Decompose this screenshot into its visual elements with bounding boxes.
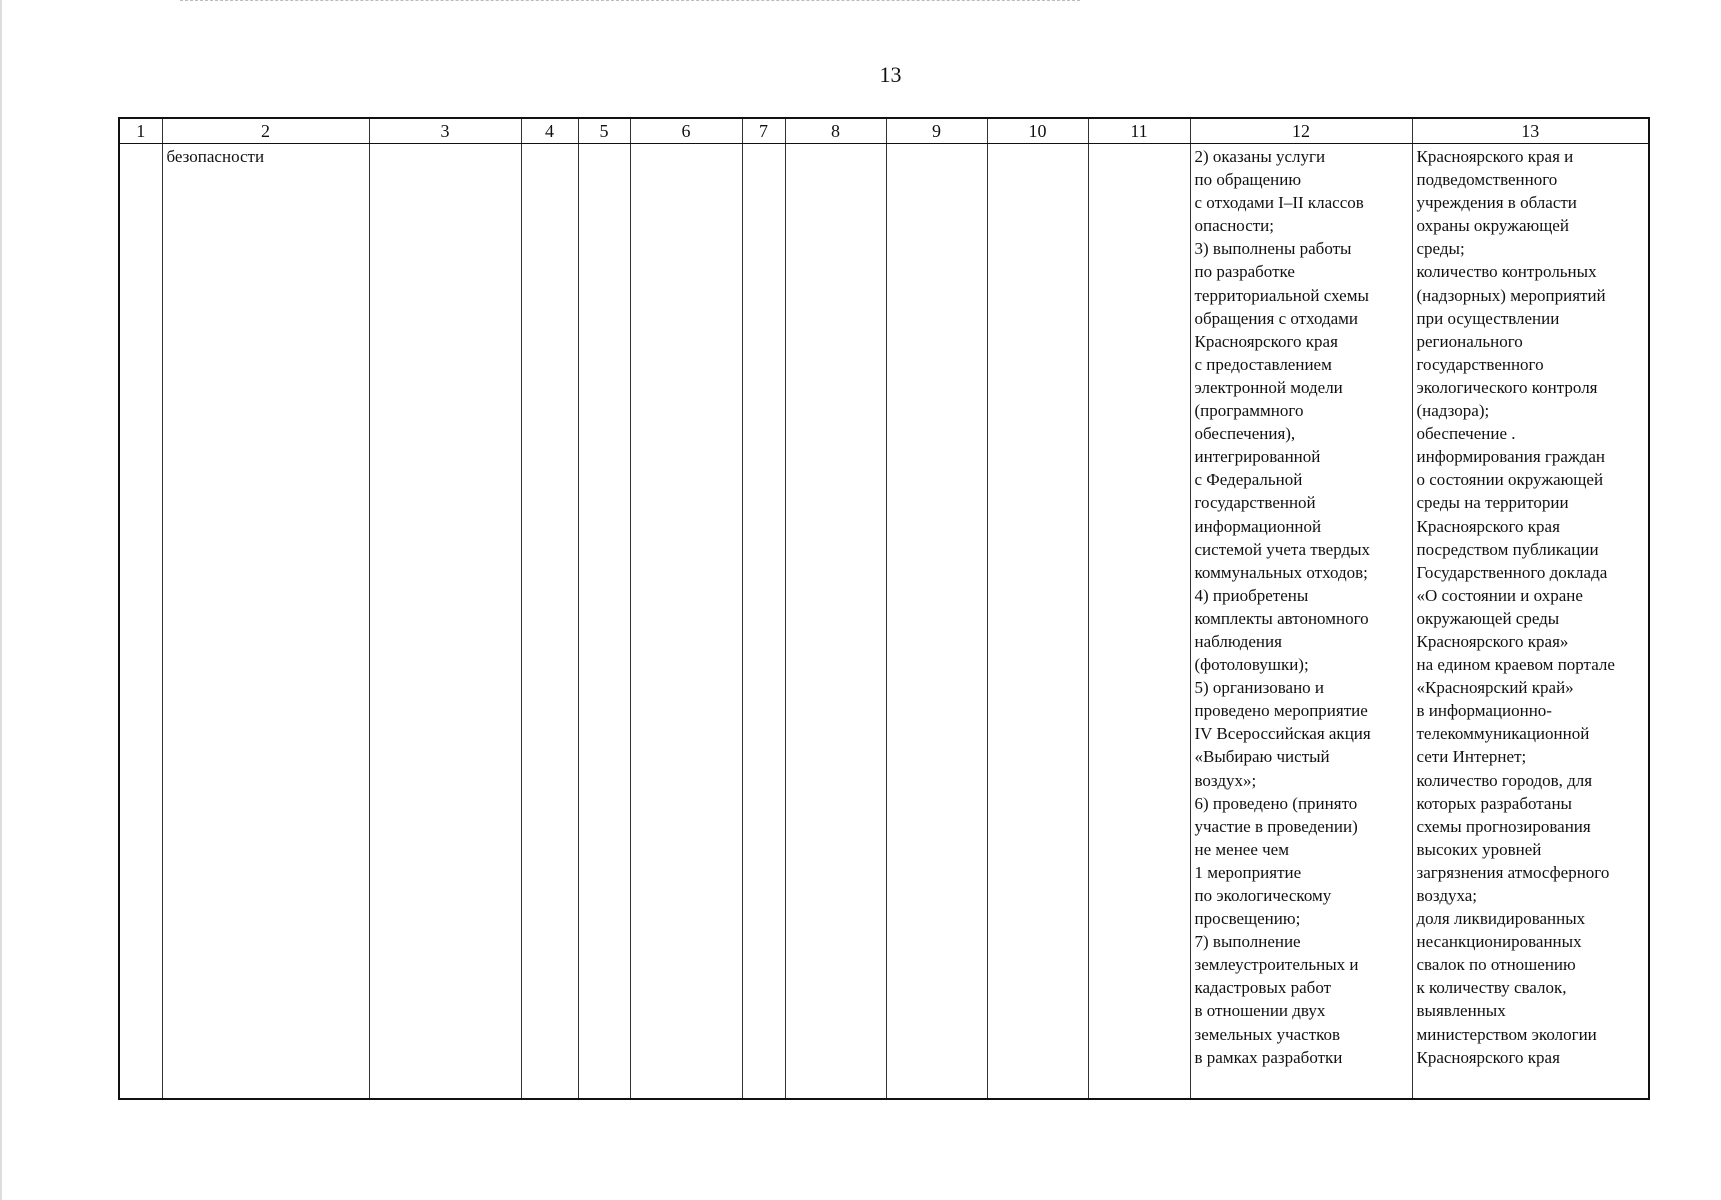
cell-col3 [369, 144, 521, 1100]
cell-col4 [521, 144, 578, 1100]
cell-line: которых разработаны [1416, 793, 1572, 813]
cell-line: доля ликвидированных [1416, 909, 1586, 929]
cell-line: охраны окружающей [1416, 216, 1569, 236]
cell-line: Красноярского края и [1416, 147, 1574, 166]
cell-line: «О состоянии и охране [1416, 585, 1583, 605]
cell-col11 [1088, 144, 1190, 1100]
cell-line: воздуха; [1416, 886, 1478, 905]
cell-line: количество контрольных [1416, 262, 1597, 282]
cell-line: государственного [1416, 354, 1544, 374]
cell-line: опасности; [1194, 216, 1275, 236]
cell-line: информирования граждан [1416, 447, 1605, 467]
cell-line: при осуществлении [1416, 308, 1560, 328]
data-table [118, 117, 1650, 1100]
cell-col7 [742, 144, 785, 1100]
cell-line: с Федеральной [1194, 470, 1303, 490]
cell-col13-lines [1413, 144, 1649, 1069]
cell-col5 [578, 144, 630, 1100]
cell-line: обеспечения), [1194, 424, 1296, 444]
cell-line: выявленных [1416, 1001, 1506, 1021]
cell-line: системой учета твердых [1194, 539, 1371, 559]
column-header: 13 [1412, 118, 1649, 144]
cell-line: IV Всероссийская акция [1194, 724, 1371, 744]
cell-line: 7) выполнение [1194, 932, 1301, 952]
cell-line: в информационно- [1416, 701, 1552, 721]
cell-line: 3) выполнены работы [1194, 239, 1352, 259]
cell-line: информационной [1194, 516, 1322, 536]
cell-col1 [119, 144, 162, 1100]
cell-line: обращения с отходами [1194, 308, 1359, 328]
column-header: 2 [162, 118, 369, 144]
cell-line: Красноярского края [1194, 331, 1338, 351]
cell-col13 [1412, 144, 1649, 1100]
cell-line: проведено мероприятие [1194, 701, 1368, 721]
cell-line: регионального [1416, 331, 1523, 351]
cell-line: электронной модели [1194, 377, 1343, 397]
cell-line: свалок по отношению [1416, 955, 1576, 975]
cell-line: не менее чем [1194, 839, 1289, 859]
cell-line: к количеству свалок, [1416, 978, 1567, 998]
column-header: 1 [119, 118, 162, 144]
cell-line: коммунальных отходов; [1194, 562, 1368, 582]
cell-line: подведомственного [1416, 170, 1558, 190]
cell-line: на едином краевом портале [1416, 655, 1615, 675]
cell-col12-lines [1191, 144, 1412, 1069]
cell-line: по экологическому [1194, 886, 1332, 905]
table-header-row [119, 118, 1649, 144]
cell-line: о состоянии окружающей [1416, 470, 1604, 490]
cell-col9 [886, 144, 987, 1100]
cell-line: 6) проведено (принято [1194, 793, 1358, 813]
cell-line: министерством экологии [1416, 1024, 1597, 1044]
cell-line: «Красноярский край» [1416, 678, 1574, 698]
cell-line: с отходами I–II классов [1194, 193, 1364, 213]
column-header: 9 [886, 118, 987, 144]
scan-artifact-line [180, 0, 1080, 3]
cell-line: количество городов, для [1416, 770, 1593, 790]
cell-line: кадастровых работ [1194, 978, 1332, 998]
cell-line: среды на территории [1416, 493, 1569, 513]
cell-line: Красноярского края [1416, 1047, 1560, 1067]
cell-line: по разработке [1194, 262, 1295, 282]
cell-line: наблюдения [1194, 631, 1282, 651]
cell-line: экологического контроля [1416, 377, 1598, 397]
cell-line: (надзорных) мероприятий [1416, 285, 1606, 305]
column-header: 6 [630, 118, 742, 144]
cell-col12 [1190, 144, 1412, 1100]
cell-line: в рамках разработки [1194, 1047, 1343, 1067]
cell-line: сети Интернет; [1416, 747, 1527, 767]
table-row [119, 144, 1649, 1100]
cell-col10 [987, 144, 1088, 1100]
cell-line: окружающей среды [1416, 608, 1560, 628]
cell-line: (программного [1194, 401, 1304, 421]
cell-line: воздух»; [1194, 770, 1257, 790]
cell-line: телекоммуникационной [1416, 724, 1590, 744]
cell-line: участие в проведении) [1194, 816, 1358, 836]
cell-line: 1 мероприятие [1194, 862, 1302, 882]
cell-line: по обращению [1194, 170, 1302, 190]
cell-line: несанкционированных [1416, 932, 1582, 952]
cell-line: Красноярского края [1416, 516, 1560, 536]
scan-left-edge [0, 0, 2, 1200]
cell-line: высоких уровней [1416, 839, 1542, 859]
cell-line: интегрированной [1194, 447, 1321, 467]
page-number: 13 [879, 62, 902, 87]
cell-line: землеустроительных и [1194, 955, 1359, 975]
cell-line: с предоставлением [1194, 354, 1332, 374]
column-header: 3 [369, 118, 521, 144]
cell-col2-text: безопасности [166, 147, 265, 166]
cell-line: схемы прогнозирования [1416, 816, 1591, 836]
cell-line: среды; [1416, 239, 1465, 259]
cell-col2 [162, 144, 369, 1100]
column-header: 4 [521, 118, 578, 144]
cell-line: земельных участков [1194, 1024, 1341, 1044]
column-header: 12 [1190, 118, 1412, 144]
cell-line: в отношении двух [1194, 1001, 1326, 1021]
cell-line: (фотоловушки); [1194, 655, 1309, 675]
cell-line: 4) приобретены [1194, 585, 1309, 605]
column-header: 7 [742, 118, 785, 144]
cell-line: просвещению; [1194, 909, 1301, 929]
cell-line: Красноярского края» [1416, 631, 1569, 651]
cell-line: обеспечение . [1416, 424, 1516, 444]
cell-line: (надзора); [1416, 401, 1490, 421]
column-header: 5 [578, 118, 630, 144]
cell-line: государственной [1194, 493, 1316, 513]
cell-col6 [630, 144, 742, 1100]
cell-line: 5) организовано и [1194, 678, 1325, 698]
cell-line: комплекты автономного [1194, 608, 1369, 628]
column-header: 8 [785, 118, 886, 144]
cell-line: территориальной схемы [1194, 285, 1369, 305]
cell-line: «Выбираю чистый [1194, 747, 1330, 767]
cell-line: загрязнения атмосферного [1416, 862, 1610, 882]
cell-col8 [785, 144, 886, 1100]
cell-line: Государственного доклада [1416, 562, 1608, 582]
column-header: 11 [1088, 118, 1190, 144]
column-header: 10 [987, 118, 1088, 144]
cell-line: учреждения в области [1416, 193, 1577, 213]
cell-line: посредством публикации [1416, 539, 1599, 559]
cell-line: 2) оказаны услуги [1194, 147, 1326, 166]
